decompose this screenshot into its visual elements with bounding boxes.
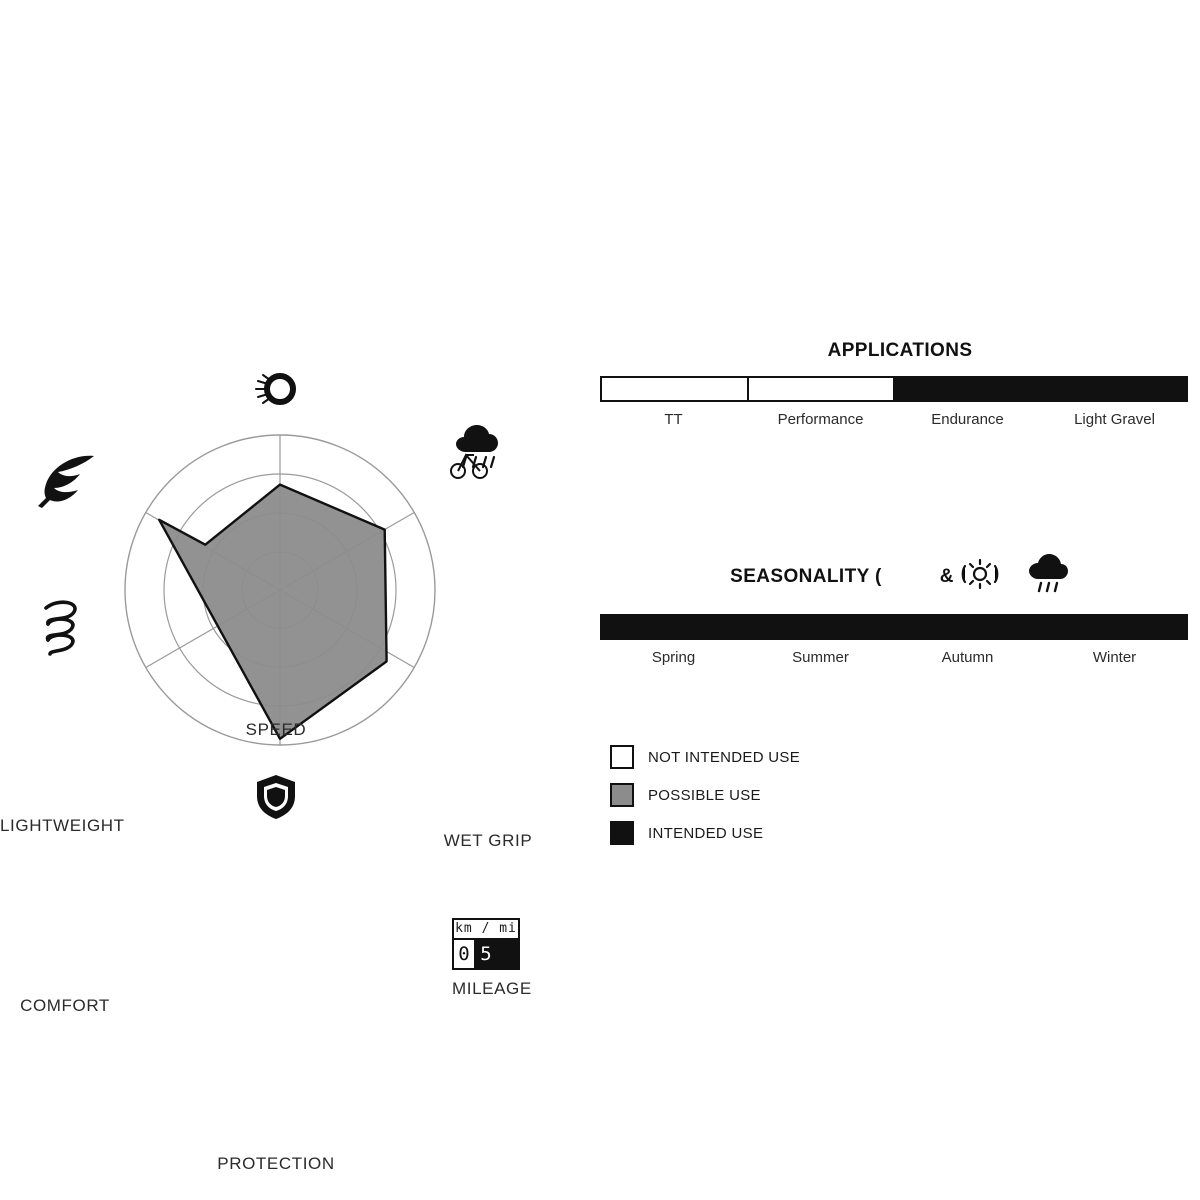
feather-icon bbox=[30, 450, 102, 515]
sun-icon bbox=[960, 557, 1000, 596]
mileage-readout bbox=[452, 918, 532, 999]
applications-bar bbox=[600, 376, 1188, 402]
axis-label-comfort: COMFORT bbox=[20, 996, 110, 1015]
legend-item-intended bbox=[610, 821, 800, 845]
usage-panel bbox=[600, 340, 1200, 900]
rain-cloud-icon bbox=[1026, 553, 1070, 600]
seasonality-label-summer: Summer bbox=[792, 649, 849, 666]
seasonality-section bbox=[600, 553, 1200, 666]
rain-bike-icon bbox=[444, 415, 516, 492]
odometer-digit-3 bbox=[498, 940, 518, 968]
legend-item-not-intended bbox=[610, 745, 800, 769]
legend-swatch-intended bbox=[610, 821, 634, 845]
applications-cell-tt[interactable] bbox=[602, 378, 749, 400]
odometer-icon bbox=[452, 918, 520, 970]
odometer-digit-2: 5 bbox=[474, 940, 498, 968]
applications-cell-endurance[interactable] bbox=[895, 378, 1042, 400]
odometer-unit-label: km / mi bbox=[454, 920, 518, 940]
seasonality-cell-summer[interactable] bbox=[749, 616, 896, 638]
radar-data-polygon bbox=[159, 485, 386, 739]
applications-cell-performance[interactable] bbox=[749, 378, 896, 400]
axis-label-speed: SPEED bbox=[245, 720, 307, 739]
legend-item-possible bbox=[610, 783, 800, 807]
seasonality-cell-autumn[interactable] bbox=[895, 616, 1042, 638]
applications-cell-light-gravel[interactable] bbox=[1042, 378, 1187, 400]
axis-label-wet-grip: WET GRIP bbox=[443, 831, 533, 850]
odometer-digit-1: 0 bbox=[454, 940, 474, 968]
spring-coil-icon bbox=[36, 596, 92, 665]
seasonality-label-winter: Winter bbox=[1092, 649, 1137, 666]
seasonality-cell-winter[interactable] bbox=[1042, 616, 1187, 638]
legend bbox=[610, 745, 800, 859]
seasonality-label-autumn: Autumn bbox=[941, 649, 994, 666]
axis-label-protection: PROTECTION bbox=[217, 1154, 335, 1173]
seasonality-cell-spring[interactable] bbox=[602, 616, 749, 638]
seasonality-title-row bbox=[600, 553, 1200, 600]
axis-label-mileage: MILEAGE bbox=[452, 979, 532, 998]
seasonality-title: SEASONALITY ( bbox=[730, 565, 882, 587]
applications-label-performance: Performance bbox=[777, 411, 864, 428]
applications-labels bbox=[600, 411, 1188, 428]
applications-label-endurance: Endurance bbox=[931, 411, 1004, 428]
tire-icon bbox=[252, 367, 300, 420]
applications-label-tt: TT bbox=[664, 411, 683, 428]
legend-label-possible: POSSIBLE USE bbox=[648, 786, 761, 804]
seasonality-bar bbox=[600, 614, 1188, 640]
applications-title: APPLICATIONS bbox=[827, 340, 973, 361]
legend-label-intended: INTENDED USE bbox=[648, 824, 764, 842]
legend-swatch-not-intended bbox=[610, 745, 634, 769]
legend-swatch-possible bbox=[610, 783, 634, 807]
applications-label-light-gravel: Light Gravel bbox=[1074, 411, 1155, 428]
seasonality-label-spring: Spring bbox=[651, 649, 696, 666]
radar-chart-panel bbox=[0, 320, 560, 1173]
axis-label-lightweight: LIGHTWEIGHT bbox=[0, 816, 125, 835]
radar-chart-svg bbox=[120, 430, 440, 750]
applications-section bbox=[600, 340, 1200, 428]
seasonality-ampersand: & bbox=[939, 565, 954, 587]
legend-label-not-intended: NOT INTENDED USE bbox=[648, 748, 801, 766]
seasonality-labels bbox=[600, 649, 1188, 666]
shield-icon bbox=[252, 772, 300, 825]
